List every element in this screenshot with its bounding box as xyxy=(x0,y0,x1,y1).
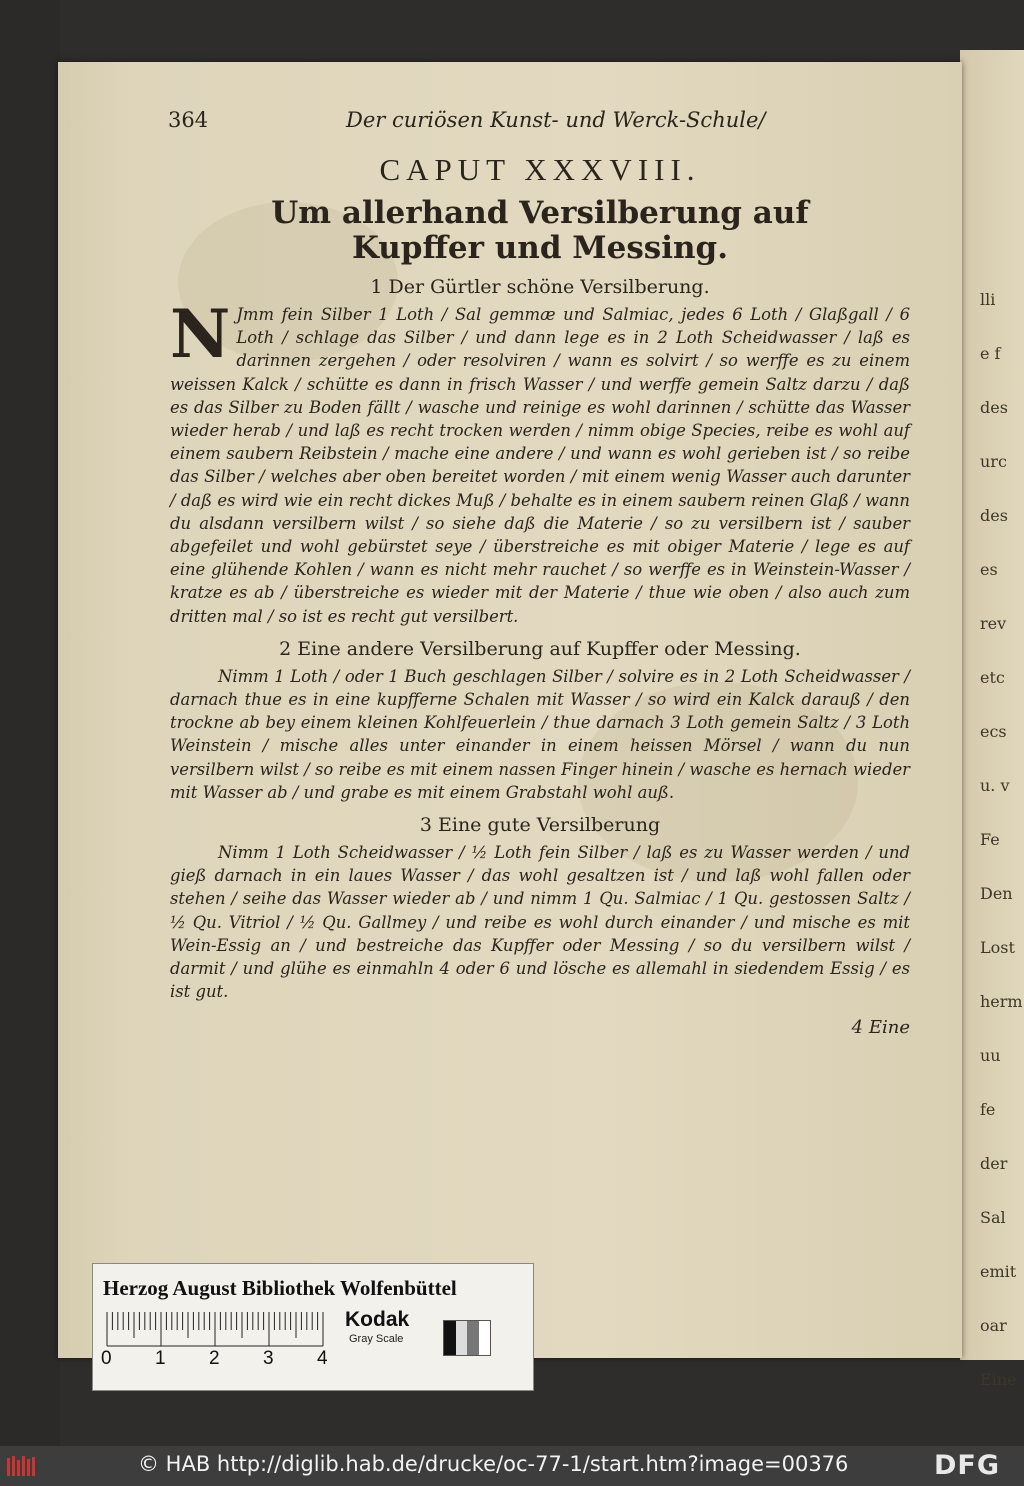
color-calibration-card xyxy=(92,1263,534,1391)
adjacent-page-fragment: Fe xyxy=(980,830,1000,849)
page-content xyxy=(170,104,910,1038)
scale-ruler xyxy=(105,1312,330,1352)
library-name: Herzog August Bibliothek Wolfenbüttel xyxy=(103,1276,457,1300)
catchword: 4 Eine xyxy=(851,1017,910,1039)
adjacent-page-fragment: emit xyxy=(980,1262,1017,1281)
adjacent-page-fragment: des xyxy=(980,506,1008,525)
page-number: 364 xyxy=(168,108,209,132)
gray-scale-patches xyxy=(443,1320,491,1356)
ruler-label: 1 xyxy=(155,1348,166,1369)
ruler-label: 0 xyxy=(101,1348,112,1369)
adjacent-page-fragment: herm xyxy=(980,992,1023,1011)
adjacent-page-fragment: etc xyxy=(980,668,1005,687)
drop-cap: N xyxy=(170,295,231,373)
gray-patch xyxy=(456,1321,468,1355)
chapter-title: Um allerhand Versilberung auf Kupffer und Messing. xyxy=(271,195,809,266)
scan-left-edge xyxy=(0,0,60,1446)
section-heading: 1 Der Gürtler schöne Versilberung. xyxy=(370,276,710,298)
adjacent-page-fragment: es xyxy=(980,560,998,579)
adjacent-page-fragment: des xyxy=(980,398,1008,417)
adjacent-page-fragment: Lost xyxy=(980,938,1015,957)
running-title: Der curiösen Kunst- und Werck-Schule/ xyxy=(346,108,766,132)
section-body: Nimm 1 Loth / oder 1 Buch geschlagen Silber / solvire es in 2 Loth Scheidwasser / darnach thue es in eine kupfferne Schalen mit Wasser / so wird ein Kalck darauß / den trockne ab bey einem kleinen Kohlfeuerlein / thue darnach 3 Loth gemein Saltz / 3 Loth Weinstein / mische alles unter einander in einem heissen Mörsel / wann du nun versilbern wilst / so reibe es mit einem nassen Finger hinein / wasche es hernach wieder mit Wasser ab / und grabe es mit einem Grabstahl wohl auß. xyxy=(170,666,910,802)
section-body: Nimm 1 Loth Scheidwasser / ½ Loth fein Silber / laß es zu Wasser werden / und gieß darnach in ein laues Wasser / das wohl gesaltzen ist / und laß wohl fallen oder stehen / seihe das Wasser wieder ab / und nimm 1 Qu. Salmiac / 1 Qu. gestossen Saltz / ½ Qu. Vitriol / ½ Qu. Gallmey / und reibe es wohl durch einander / und mische es mit Wein-Essig an / und bestreiche das Kupffer oder Messing / so du versilbern wilst / darmit / und glühe es einmahln 4 oder 6 und lösche es allemahl in siedendem Essig / es ist gut. xyxy=(170,843,910,1002)
adjacent-page-fragment: der xyxy=(980,1154,1008,1173)
dfg-logo: DFG xyxy=(934,1450,1001,1481)
ruler-label: 3 xyxy=(263,1348,274,1369)
adjacent-page-fragment: fe xyxy=(980,1100,996,1119)
adjacent-page-edge xyxy=(960,50,1024,1389)
gray-patch xyxy=(467,1321,479,1355)
section-heading: 2 Eine andere Versilberung auf Kupffer oder Messing. xyxy=(279,637,801,660)
adjacent-page-fragment: rev xyxy=(980,614,1007,633)
adjacent-page-fragment: urc xyxy=(980,452,1007,471)
adjacent-page-fragment: uu xyxy=(980,1046,1001,1065)
gray-patch xyxy=(479,1321,491,1355)
book-page xyxy=(58,62,962,1358)
adjacent-page-fragment: u. v xyxy=(980,776,1010,795)
adjacent-page-fragment: Eine xyxy=(980,1370,1017,1389)
library-logo-icon xyxy=(6,1454,36,1478)
section-body: Jmm fein Silber 1 Loth / Sal gemmæ und Salmiac, jedes 6 Loth / Glaßgall / 6 Loth / schlage das Silber / und dann lege es in 2 Loth Scheidwasser / laß es darinnen zergehen / oder resolviren / wann es solvirt / so werffe es zu einem weissen Kalck / schütte es dann in frisch Wasser / und werffe gemein Saltz darzu / daß es das Silber zu Boden fällt / wasche und reinige es wohl darinnen / schütte das Wasser wieder herab / und laß es recht trocken werden / nimm obige Species, reibe es wohl auf einem saubern Reibstein / mache eine andere / und wann es wohl gerieben ist / so reibe das Silber / welches aber oben bereitet worden / mit einem wenig Wasser auch darunter / daß es wird wie ein recht dickes Muß / behalte es in einem saubern reinen Glaß / wann du alsdann versilbern wilst / so siehe daß die Materie / so zu versilbern ist / sauber abgefeilet und wohl gebürstet seye / überstreiche es mit obiger Materie / lege es auf eine glühende Kohlen / wann es nicht mehr rauchet / so werffe es in Weinstein-Wasser / kratze es ab / überstreiche es wieder mit der Materie / thue wie oben / also auch zum dritten mal / so ist es recht gut versilbert. xyxy=(170,305,910,626)
adjacent-page-fragment: oar xyxy=(980,1316,1007,1335)
section-1-text xyxy=(170,295,910,628)
ruler-labels xyxy=(101,1348,341,1368)
ruler-label: 2 xyxy=(209,1348,220,1369)
gray-scale-label: Gray Scale xyxy=(349,1333,404,1345)
ruler-label: 4 xyxy=(317,1348,328,1369)
adjacent-page-fragment: ecs xyxy=(980,722,1007,741)
gray-patch xyxy=(444,1321,456,1355)
kodak-brand: Kodak xyxy=(345,1308,410,1331)
adjacent-page-fragment: e f xyxy=(980,344,1001,363)
chapter-number: CAPUT XXXVIII. xyxy=(379,152,701,187)
footer-bar xyxy=(0,1446,1024,1486)
footer-credit-link[interactable]: © HAB http://diglib.hab.de/drucke/oc-77-1/start.htm?image=00376 xyxy=(138,1452,849,1476)
running-head xyxy=(170,104,910,138)
adjacent-page-fragment: Sal xyxy=(980,1208,1006,1227)
section-heading: 3 Eine gute Versilberung xyxy=(419,814,661,837)
adjacent-page-fragment: lli xyxy=(980,290,996,309)
adjacent-page-fragment: Den xyxy=(980,884,1013,903)
